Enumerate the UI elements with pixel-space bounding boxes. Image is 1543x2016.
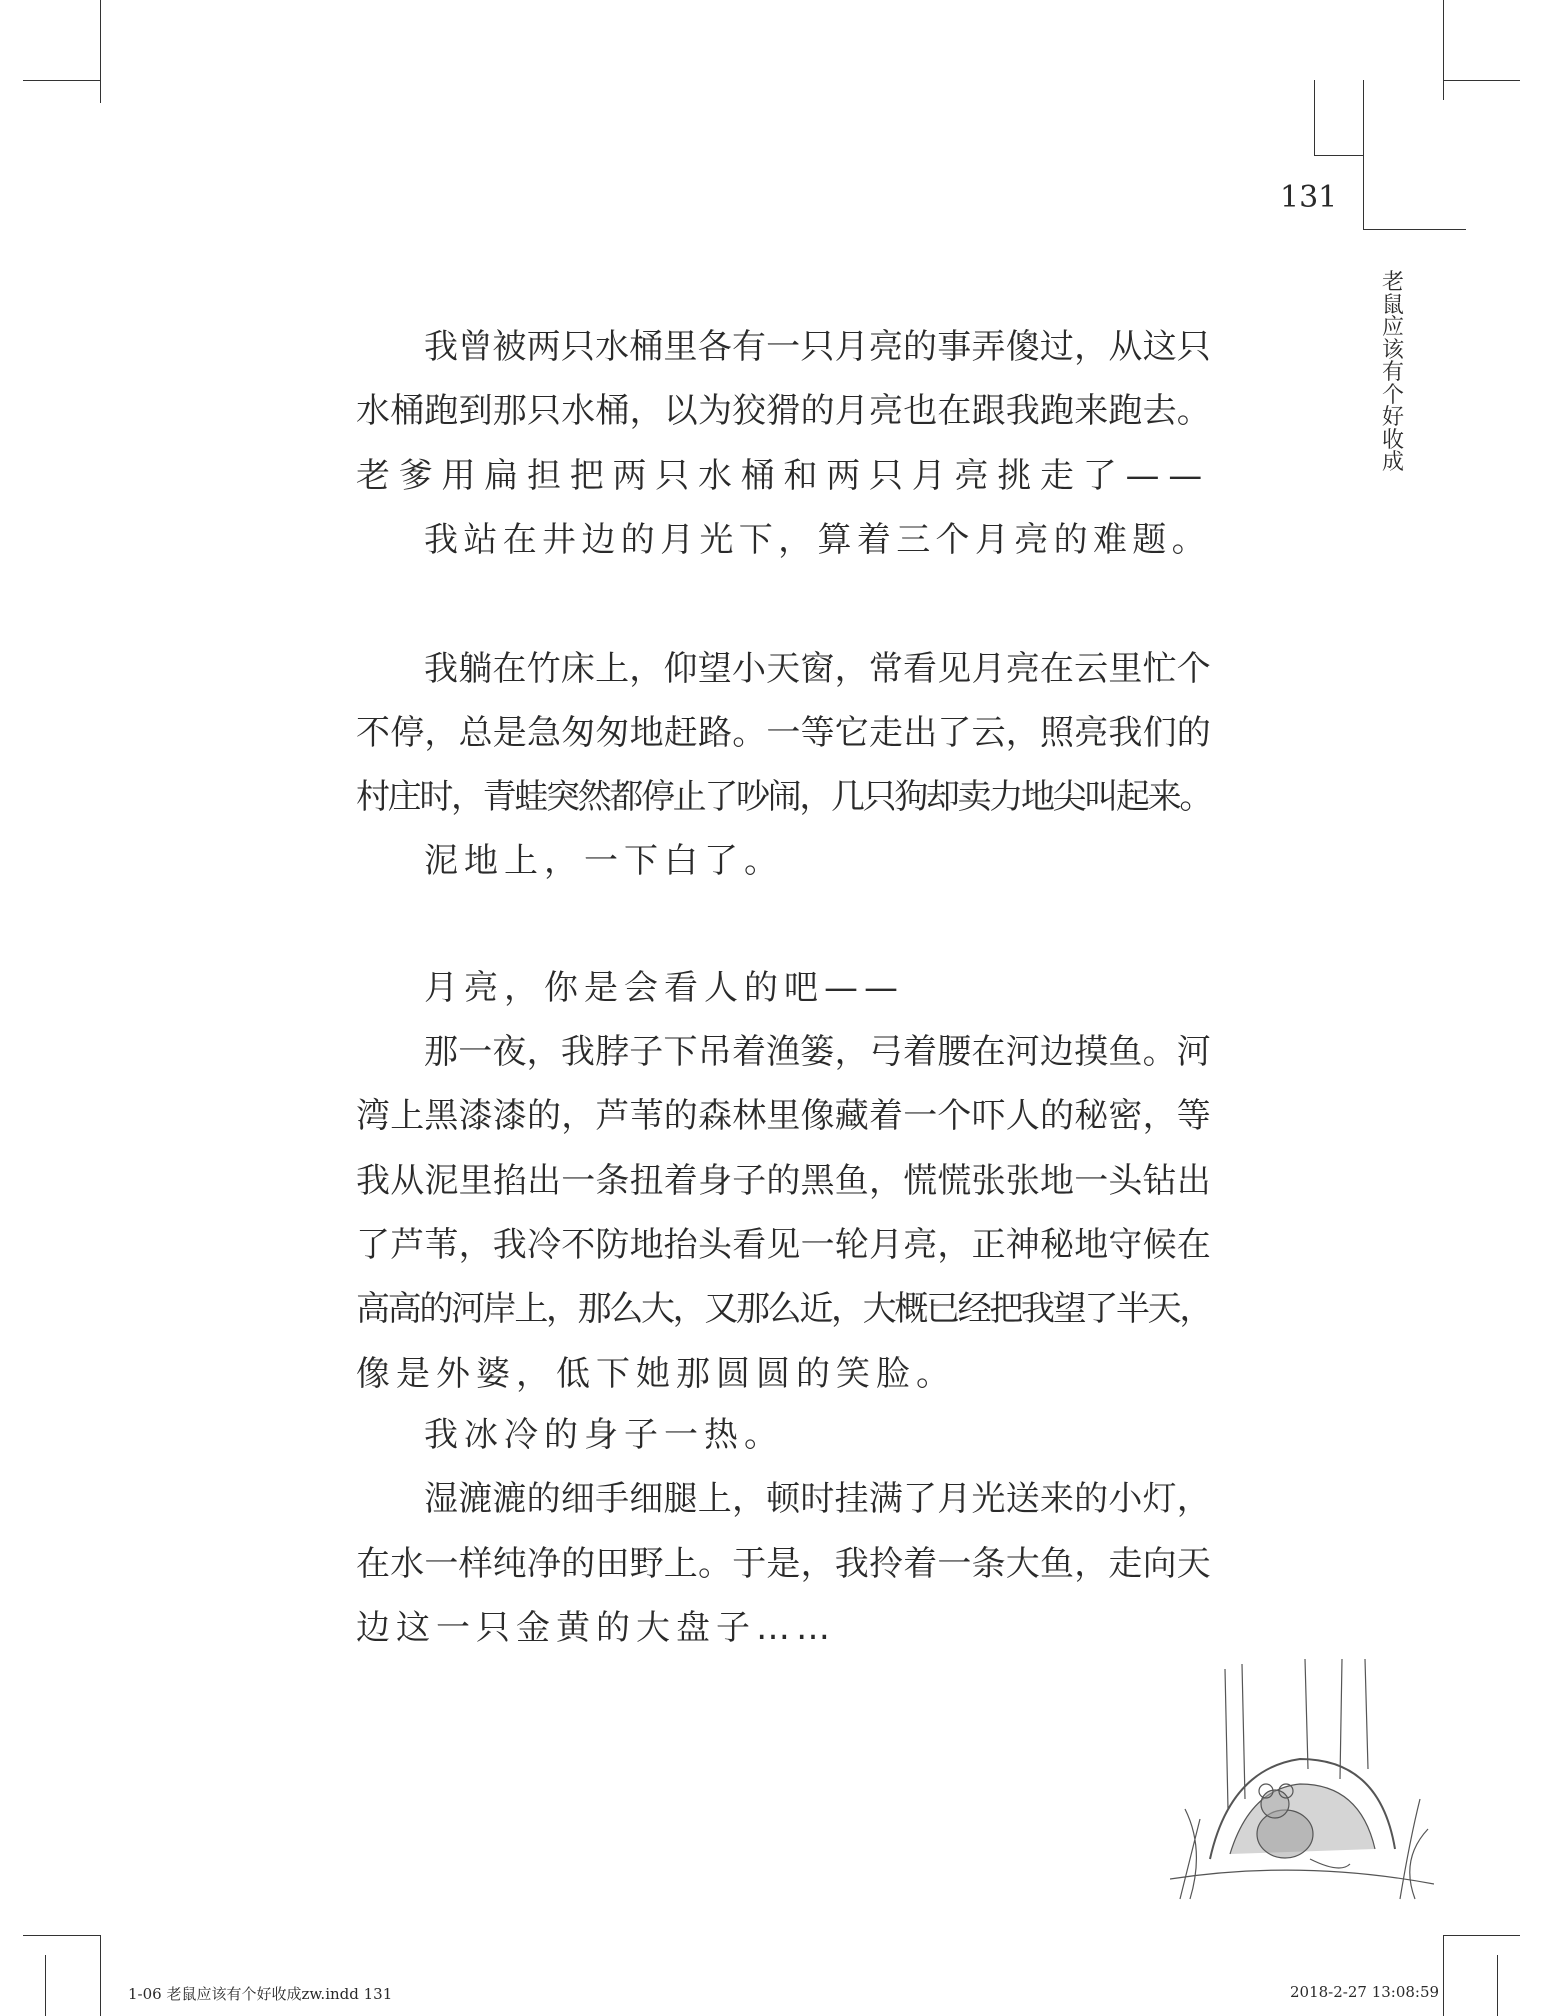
running-title-char: 鼠 — [1381, 292, 1404, 318]
text-line: 在水一样纯净的田野上。于是，我拎着一条大鱼，走向天 — [356, 1544, 1211, 1584]
text-line: 像是外婆，低下她那圆圆的笑脸。 — [356, 1354, 956, 1394]
text-line: 湾上黑漆漆的，芦苇的森林里像藏着一个吓人的秘密，等 — [356, 1096, 1211, 1136]
text-line: 老爹用扁担把两只水桶和两只月亮挑走了—— — [356, 456, 1211, 496]
crop-mark — [23, 80, 100, 81]
running-title-char: 个 — [1381, 382, 1404, 408]
crop-mark — [1363, 229, 1466, 230]
running-title-char: 应 — [1381, 315, 1404, 340]
running-title-char: 收 — [1381, 427, 1404, 453]
crop-mark — [1497, 1955, 1498, 2016]
text-line: 月亮，你是会看人的吧—— — [424, 968, 904, 1008]
crop-mark — [1443, 1935, 1444, 2016]
running-title-char: 老 — [1381, 270, 1404, 295]
mouse-illustration — [1170, 1659, 1434, 1903]
crop-mark — [100, 0, 101, 103]
crop-mark — [100, 1935, 101, 2016]
text-line: 那一夜，我脖子下吊着渔篓，弓着腰在河边摸鱼。河 — [424, 1032, 1211, 1072]
crop-mark — [23, 1935, 100, 1936]
text-line: 泥地上，一下白了。 — [424, 841, 784, 881]
text-line: 高高的河岸上，那么大，又那么近，大概已经把我望了半天， — [356, 1289, 1211, 1329]
crop-mark — [1443, 0, 1444, 100]
text-line: 我曾被两只水桶里各有一只月亮的事弄傻过，从这只 — [424, 327, 1211, 367]
text-line: 我躺在竹床上，仰望小天窗，常看见月亮在云里忙个 — [424, 649, 1211, 689]
crop-mark — [1314, 155, 1363, 156]
text-line: 边这一只金黄的大盘子…… — [356, 1608, 836, 1648]
crop-mark — [1443, 80, 1520, 81]
crop-mark — [1363, 80, 1364, 229]
crop-mark — [1443, 1935, 1520, 1936]
text-line: 我从泥里掐出一条扭着身子的黑鱼，慌慌张张地一头钻出 — [356, 1161, 1211, 1201]
running-title-char: 好 — [1381, 405, 1404, 430]
footer-file-info: 1-06 老鼠应该有个好收成zw.indd 131 — [128, 1985, 393, 2003]
text-line: 不停，总是急匆匆地赶路。一等它走出了云，照亮我们的 — [356, 713, 1211, 753]
crop-mark — [1314, 80, 1315, 155]
running-title-char: 该 — [1381, 337, 1404, 363]
running-title-char: 成 — [1381, 450, 1404, 475]
text-line: 我冰冷的身子一热。 — [424, 1415, 784, 1455]
text-line: 了芦苇，我冷不防地抬头看见一轮月亮，正神秘地守候在 — [356, 1225, 1211, 1265]
footer-timestamp: 2018-2-27 13:08:59 — [1290, 1983, 1440, 2001]
running-title-char: 有 — [1381, 360, 1404, 385]
page-number: 131 — [1280, 180, 1338, 215]
text-line: 我站在井边的月光下，算着三个月亮的难题。 — [424, 520, 1211, 560]
text-line: 水桶跑到那只水桶，以为狡猾的月亮也在跟我跑来跑去。 — [356, 391, 1211, 431]
crop-mark — [45, 1955, 46, 2016]
text-line: 湿漉漉的细手细腿上，顿时挂满了月光送来的小灯， — [424, 1479, 1211, 1519]
text-line: 村庄时，青蛙突然都停止了吵闹，几只狗却卖力地尖叫起来。 — [356, 777, 1211, 817]
running-title — [1378, 272, 1408, 475]
